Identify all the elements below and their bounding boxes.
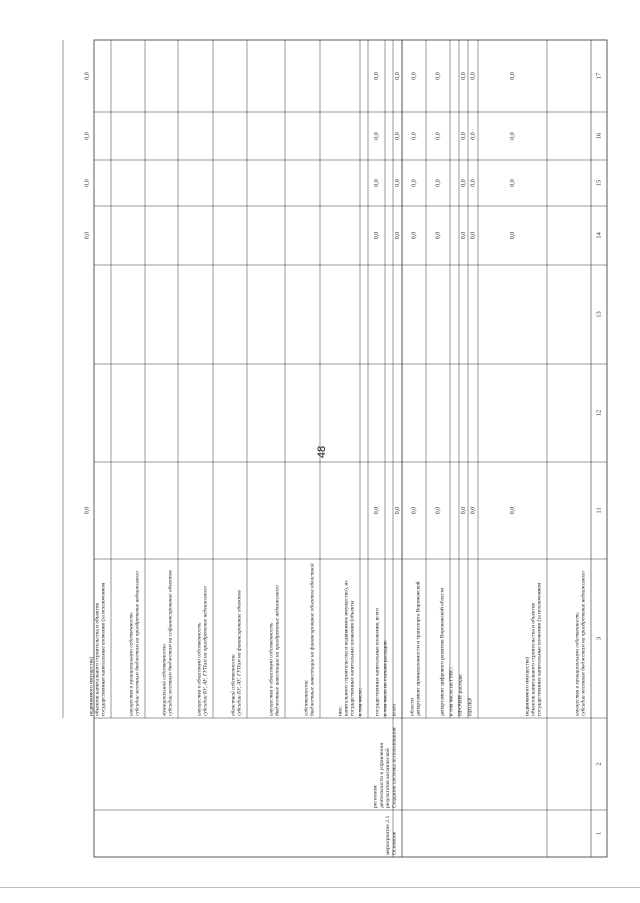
expense-label-line: государственные капитальные вложения, всего bbox=[374, 608, 381, 716]
cell-value: 0,0 bbox=[435, 231, 442, 240]
expense-label-line: имущества в муниципальную собственность bbox=[128, 612, 135, 716]
cell-value: 0,0 bbox=[84, 506, 91, 515]
cell-value: 0,0 bbox=[373, 72, 380, 80]
column-header: 3 bbox=[595, 636, 603, 641]
expense-label bbox=[574, 571, 587, 716]
cell-value: 0,0 bbox=[394, 231, 401, 240]
cell-value: 0,0 bbox=[460, 506, 467, 515]
cell-value: 0,0 bbox=[373, 506, 380, 515]
expense-label bbox=[383, 640, 389, 716]
cell-value: 0,0 bbox=[394, 506, 401, 515]
expense-label bbox=[375, 608, 381, 716]
cell-value: 0,0 bbox=[411, 506, 418, 515]
column-header: 16 bbox=[595, 132, 603, 140]
expense-label-line: недвижимого имущества) bbox=[88, 656, 95, 716]
cell-value: 0,0 bbox=[84, 179, 91, 187]
expense-label bbox=[88, 582, 107, 716]
expense-label-line: субсидии местным бюджетам на приобретение недвижимого bbox=[580, 571, 587, 716]
cell-value: 0,0 bbox=[470, 132, 477, 140]
cell-value: 0,0 bbox=[435, 72, 442, 80]
expense-label-line: собственности bbox=[303, 680, 310, 716]
event-number-line: мероприятие 2.1 bbox=[385, 815, 392, 855]
expense-label bbox=[458, 674, 464, 716]
expense-label-line: объектов капитального строительства и объектов bbox=[530, 603, 537, 716]
column-header: 2 bbox=[595, 762, 603, 766]
column-header: 11 bbox=[595, 507, 603, 514]
expense-label-line: объектов капитального строительства и объектов bbox=[94, 603, 101, 716]
cell-value: 0,0 bbox=[373, 231, 380, 240]
expense-label-line: области bbox=[409, 697, 416, 716]
cell-value: 0,0 bbox=[411, 179, 418, 187]
cell-value: 0,0 bbox=[460, 179, 467, 187]
expense-label bbox=[268, 585, 281, 716]
expense-label bbox=[230, 590, 243, 716]
cell-value: 0,0 bbox=[411, 231, 418, 240]
cell-value: 0,0 bbox=[509, 132, 516, 140]
expense-label-line: департамент цифрового развития Воронежской области bbox=[439, 587, 446, 716]
event-name-line: регионом bbox=[372, 785, 379, 808]
expense-label-line: ПРОЧИЕ расходы bbox=[457, 674, 464, 716]
column-header: 1 bbox=[595, 831, 603, 836]
expense-label-line: бюджетные инвестиции на финансирование объектов областной bbox=[309, 563, 316, 716]
cell-value: 0,0 bbox=[509, 506, 516, 515]
event-number bbox=[385, 816, 397, 855]
expense-label bbox=[196, 586, 209, 716]
cell-value: 0,0 bbox=[470, 72, 477, 80]
column-header: 15 bbox=[595, 179, 603, 187]
expense-label bbox=[338, 580, 356, 716]
expense-label bbox=[409, 581, 422, 716]
cell-value: 0,0 bbox=[509, 179, 516, 187]
expense-label-line: недвижимого имущества) bbox=[524, 656, 531, 716]
column-header: 12 bbox=[595, 409, 603, 417]
bottom-divider bbox=[0, 887, 640, 888]
cell-value: 0,0 bbox=[470, 179, 477, 187]
cell-value: 0,0 bbox=[394, 72, 401, 80]
expense-label bbox=[449, 666, 455, 716]
expense-label-line: департамент промышленности и транспорта Воронежской bbox=[415, 581, 422, 716]
cell-value: 0,0 bbox=[394, 132, 401, 140]
expense-label bbox=[358, 687, 364, 716]
expense-label-line: областной собственности bbox=[230, 654, 237, 716]
cell-value: 0,0 bbox=[435, 179, 442, 187]
expense-label-line: них: bbox=[337, 706, 344, 716]
cell-value: 0,0 bbox=[411, 72, 418, 80]
expense-label-line: имущества в областную собственность bbox=[196, 622, 203, 716]
cell-value: 0,0 bbox=[435, 506, 442, 515]
expense-label-line: субсидии БУ, АУ, ГУПам на приобретение недвижимого bbox=[202, 586, 209, 716]
expense-label-line: всего bbox=[391, 703, 398, 716]
cell-value: 0,0 bbox=[509, 72, 516, 80]
expense-label bbox=[392, 704, 398, 716]
expense-label-line: государственные капитальные вложения (объекты bbox=[349, 600, 356, 716]
event-number-line: Основное bbox=[391, 831, 398, 855]
column-header: 17 bbox=[595, 72, 603, 80]
expense-label-line: государственные капитальные вложения (за исключением bbox=[536, 582, 543, 716]
table-border bbox=[94, 40, 607, 857]
expense-label-line: имущества в областную собственность bbox=[268, 622, 275, 716]
event-name-line: результатов космической bbox=[385, 748, 392, 808]
cell-value: 0,0 bbox=[470, 231, 477, 240]
expense-label-line: в том числе по ГРБС: bbox=[448, 666, 455, 716]
expense-label-line: субсидии БУ, АУ, ГУПам на финансирование объектов bbox=[236, 590, 243, 716]
expense-label bbox=[128, 571, 141, 716]
cell-value: 0,0 bbox=[509, 231, 516, 240]
expense-label-line: в том числе: bbox=[357, 687, 364, 716]
column-header: 13 bbox=[595, 311, 603, 318]
cell-value: 0,0 bbox=[373, 179, 380, 187]
expense-label bbox=[161, 570, 174, 717]
expense-label-line: субсидии местным бюджетам на софинансирование объектов bbox=[167, 570, 174, 716]
expense-label bbox=[439, 588, 446, 716]
column-header: 14 bbox=[595, 232, 603, 239]
cell-value: 0,0 bbox=[460, 72, 467, 80]
event-name bbox=[373, 727, 398, 808]
cell-value: 0,0 bbox=[411, 132, 418, 140]
expense-label bbox=[303, 563, 316, 716]
expense-label-line: субсидии местным бюджетам на приобретение недвижимого bbox=[134, 571, 141, 716]
cell-value: 0,0 bbox=[460, 132, 467, 140]
expense-label bbox=[524, 582, 543, 716]
expense-label-line: имущества в муниципальную собственность bbox=[574, 612, 581, 716]
cell-value: 0,0 bbox=[470, 506, 477, 515]
expense-label-line: муниципальной собственности bbox=[161, 644, 168, 716]
cell-value: 0,0 bbox=[373, 132, 380, 140]
page-number: 48 bbox=[316, 445, 329, 459]
expense-label bbox=[468, 698, 474, 716]
cell-value: 0,0 bbox=[84, 132, 91, 140]
expense-label-line: государственные капитальные вложения (за исключением bbox=[100, 582, 107, 716]
cell-value: 0,0 bbox=[435, 132, 442, 140]
cell-value: 0,0 bbox=[460, 231, 467, 240]
cell-value: 0,0 bbox=[84, 231, 91, 240]
expense-label-line: бюджетные инвестиции на приобретение недвижимого bbox=[274, 585, 281, 716]
cell-value: 0,0 bbox=[84, 72, 91, 80]
expense-label-line: НИОКР bbox=[467, 697, 474, 716]
cell-value: 0,0 bbox=[394, 179, 401, 187]
event-name-line: деятельности в управлении bbox=[378, 742, 385, 808]
event-name-line: Создание системы использования bbox=[391, 727, 398, 808]
expense-label-line: в том числе по статьям расходов: bbox=[382, 640, 389, 716]
expense-label-line: капитального строительства и недвижимое имущество), из bbox=[343, 580, 350, 716]
